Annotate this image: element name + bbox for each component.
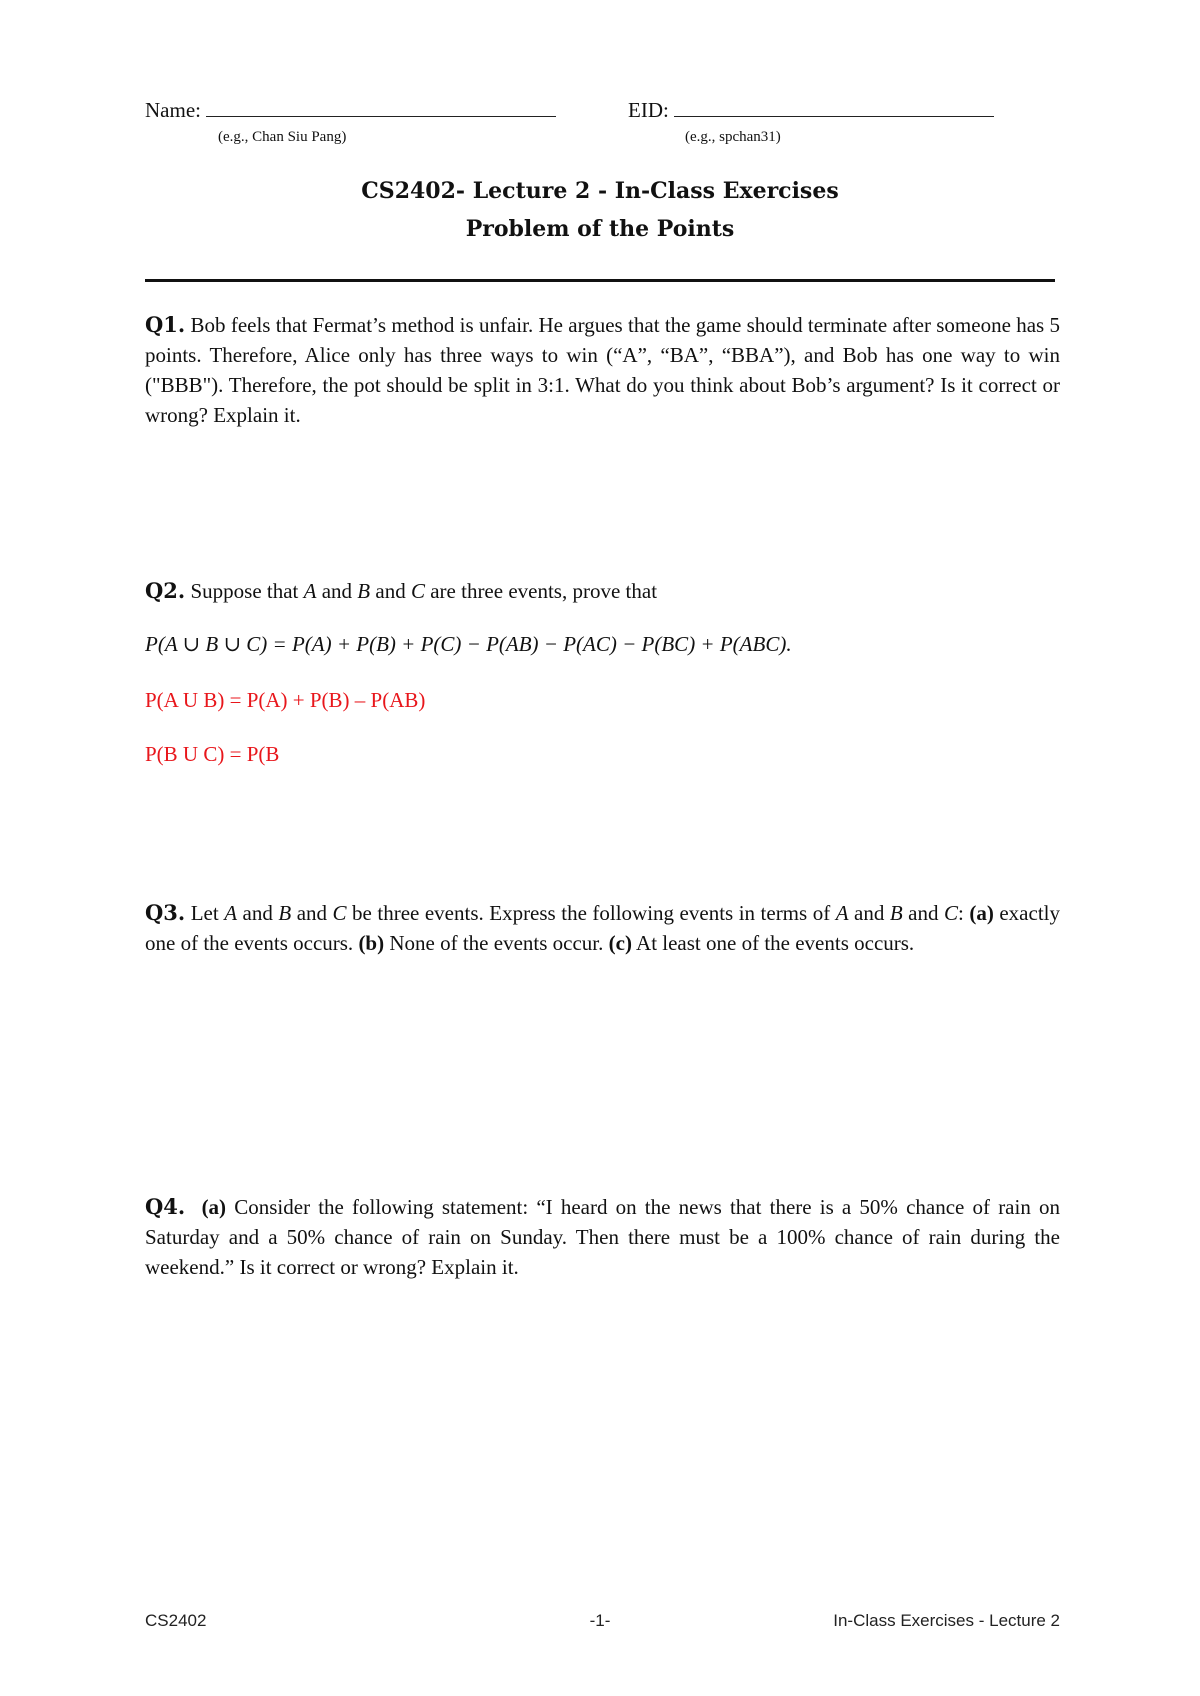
question-4-text: Consider the following statement: “I heard on the news that there is a 50% chance of rain on Saturday and a 50% chance of rain on Sunday. Then there must be a 100% chance of rain during the weekend.” Is it correct or wrong? Explain it. [145, 1195, 1061, 1279]
name-blank-line[interactable] [206, 98, 556, 117]
question-4-label: Q4. [145, 1194, 186, 1219]
question-1-text: Bob feels that Fermat’s method is unfair. He argues that the game should terminate after someone has 5 points. Therefore, Alice only has three ways to win (“A”, “BA”, “BBA”), and Bob has one way to win ("BBB"). Therefore, the pot should be split in 3:1. What do you think about Bob’s argument? Is it correct or wrong? Explain it. [145, 313, 1060, 427]
var-b: B [889, 901, 903, 925]
footer-title: In-Class Exercises - Lecture 2 [833, 1611, 1060, 1630]
var-a: A [224, 901, 238, 925]
question-3-text: Let [185, 901, 225, 925]
inclusion-exclusion-formula: P(A ∪ B ∪ C) = P(A) + P(B) + P(C) − P(AB) − P(AC) − P(BC) + P(ABC). [145, 632, 792, 656]
question-3-text: be three events. Express the following events in terms of [346, 901, 836, 925]
question-2-text: Suppose that [185, 579, 304, 603]
question-2-text: and [370, 579, 411, 603]
part-b-label: (b) [358, 931, 385, 955]
var-c: C [332, 901, 347, 925]
document-subtitle: Problem of the Points [465, 216, 735, 242]
question-2-text: and [316, 579, 358, 603]
title-divider [145, 279, 1055, 282]
part-a-label: (a) [969, 901, 994, 925]
footer-page-number: -1- [589, 1611, 611, 1630]
question-4 [145, 1192, 1060, 1282]
eid-label: EID: [628, 98, 669, 122]
document-title: CS2402- Lecture 2 - In-Class Exercises [361, 178, 839, 204]
question-3-label: Q3. [145, 900, 186, 925]
question-3-text: and [848, 901, 890, 925]
question-1 [145, 310, 1060, 430]
var-b: B [357, 579, 371, 603]
var-c: C [944, 901, 959, 925]
question-3-text: and [902, 901, 944, 925]
footer-course: CS2402 [145, 1611, 207, 1630]
part-a-text: exactly one of the events occurs. [145, 901, 1060, 955]
answer-line-1: P(A U B) = P(A) + P(B) – P(AB) [145, 688, 426, 712]
part-b-text: None of the events occur. [384, 931, 609, 955]
answer-line-2: P(B U C) = P(B [145, 742, 280, 766]
question-1-label: Q1. [145, 312, 186, 337]
question-2-text: are three events, prove that [424, 579, 658, 603]
question-3 [145, 898, 1060, 958]
name-hint: (e.g., Chan Siu Pang) [218, 129, 347, 145]
var-b: B [278, 901, 292, 925]
question-3-text: : [958, 901, 970, 925]
eid-hint: (e.g., spchan31) [685, 129, 781, 145]
name-field [145, 98, 556, 123]
eid-field [628, 98, 994, 123]
part-a-label: (a) [201, 1195, 227, 1219]
var-c: C [410, 579, 425, 603]
question-2 [145, 576, 1060, 606]
var-a: A [303, 579, 317, 603]
question-3-text: and [237, 901, 279, 925]
name-label: Name: [145, 98, 201, 122]
question-2-label: Q2. [145, 578, 186, 603]
var-a: A [835, 901, 849, 925]
question-3-text: and [291, 901, 333, 925]
part-c-text: At least one of the events occurs. [631, 931, 915, 955]
eid-blank-line[interactable] [674, 98, 994, 117]
part-c-label: (c) [608, 931, 632, 955]
